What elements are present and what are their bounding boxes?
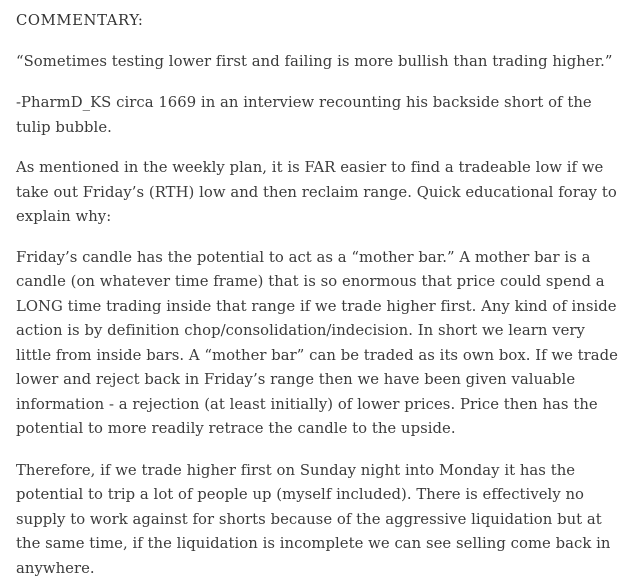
body-paragraph: Friday’s candle has the potential to act as a “mother bar.” A mother bar is a candle (on whatever time frame) that is so enormous that price could spend a LONG time trading inside that range if we trade higher first. Any kind of inside action is by definition chop/consolidation/indecision. In short we learn very little from inside bars. A “mother bar” can be traded as its own box. If we trade lower and reject back in Friday’s range then we have been given valuable information - a rejection (at least initially) of lower prices. Price then has the potential to more readily retrace the candle to the upside.: [16, 246, 624, 442]
article-body: [16, 0, 624, 581]
body-paragraph: Therefore, if we trade higher first on Sunday night into Monday it has the potential to trip a lot of people up (myself included). There is effectively no supply to work against for shorts because of the aggressive liquidation but at the same time, if the liquidation is incomplete we can see selling come back in anywhere.: [16, 459, 624, 581]
section-heading: COMMENTARY:: [16, 9, 624, 34]
quote-paragraph: “Sometimes testing lower first and failing is more bullish than trading higher.”: [16, 50, 624, 75]
body-paragraph: As mentioned in the weekly plan, it is FAR easier to find a tradeable low if we take out Friday’s (RTH) low and then reclaim range. Quick educational foray to explain why:: [16, 156, 624, 230]
attribution-paragraph: -PharmD_KS circa 1669 in an interview recounting his backside short of the tulip bubble.: [16, 91, 624, 140]
